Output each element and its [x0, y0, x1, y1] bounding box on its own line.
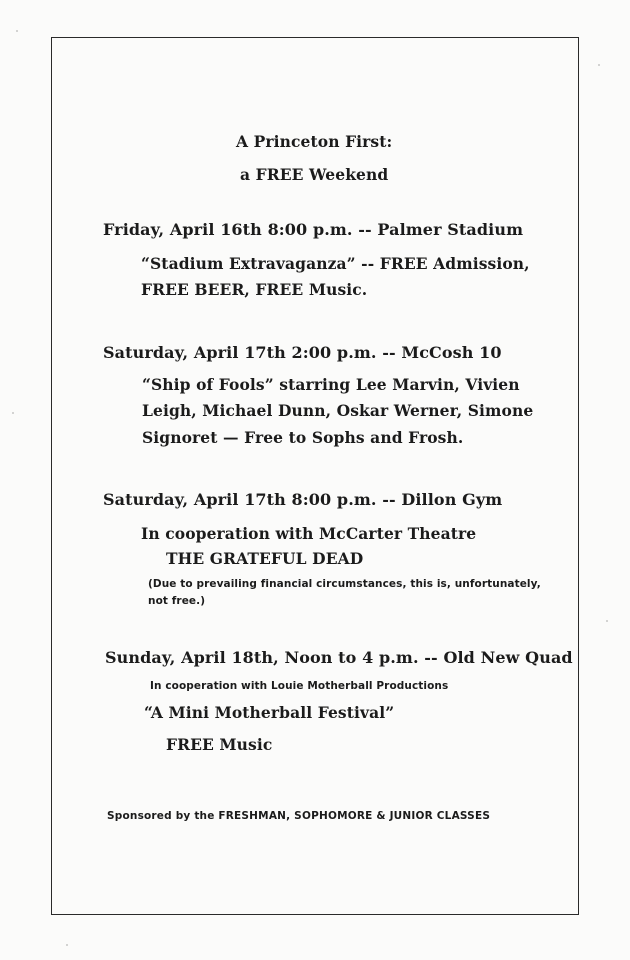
- paper-speck: [598, 64, 600, 66]
- event-detail: In cooperation with McCarter Theatre: [141, 524, 477, 543]
- event-heading-friday: Friday, April 16th 8:00 p.m. -- Palmer Stadium: [103, 220, 524, 239]
- event-heading-saturday-evening: Saturday, April 17th 8:00 p.m. -- Dillon Gym: [103, 490, 503, 509]
- event-detail: FREE Music: [166, 735, 273, 754]
- paper-speck: [12, 412, 14, 414]
- flyer-title-line1: A Princeton First:: [236, 132, 393, 151]
- event-detail: FREE BEER, FREE Music.: [141, 280, 368, 299]
- event-subnote: In cooperation with Louie Motherball Productions: [150, 680, 449, 692]
- event-detail: Leigh, Michael Dunn, Oskar Werner, Simone: [142, 401, 534, 420]
- sponsor-footer: Sponsored by the FRESHMAN, SOPHOMORE & JUNIOR CLASSES: [107, 810, 491, 822]
- event-note: not free.): [148, 595, 206, 607]
- event-heading-sunday: Sunday, April 18th, Noon to 4 p.m. -- Old New Quad: [105, 648, 573, 667]
- flyer-title-line2: a FREE Weekend: [240, 165, 389, 184]
- event-note: (Due to prevailing financial circumstances, this is, unfortunately,: [148, 578, 541, 590]
- event-detail: “Stadium Extravaganza” -- FREE Admission,: [141, 254, 530, 273]
- event-detail: “A Mini Motherball Festival”: [144, 703, 395, 722]
- paper-speck: [606, 620, 608, 622]
- event-heading-saturday-afternoon: Saturday, April 17th 2:00 p.m. -- McCosh 10: [103, 343, 502, 362]
- event-headliner: THE GRATEFUL DEAD: [166, 549, 364, 568]
- paper-speck: [66, 944, 68, 946]
- paper-speck: [16, 30, 18, 32]
- event-detail: Signoret — Free to Sophs and Frosh.: [142, 428, 464, 447]
- event-detail: “Ship of Fools” starring Lee Marvin, Vivien: [142, 375, 520, 394]
